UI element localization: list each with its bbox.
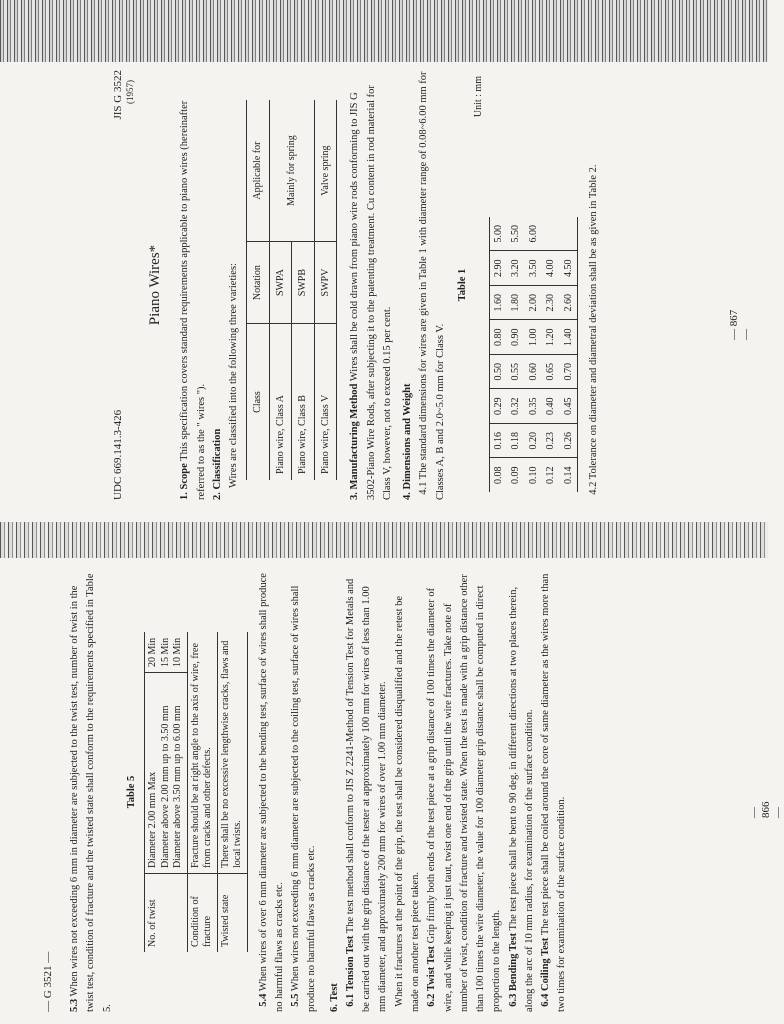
table-5-title: Table 5 <box>125 775 137 809</box>
table-cell: 5.00 <box>489 217 507 251</box>
table-cell: 2.00 <box>525 286 543 321</box>
page-866 <box>40 572 568 1012</box>
table-cell: 1.60 <box>489 286 507 321</box>
table-cell: 0.70 <box>560 355 578 390</box>
book-gutter-shadow <box>0 522 768 558</box>
table-cell: 0.50 <box>489 355 507 390</box>
section-4-heading: 4. Dimensions and Weight <box>402 383 414 500</box>
para-5-3: 5.3 When wires not exceeding 6 mm in diameter are subjected to the twist test, number of twist in the twist test, condition of fracture and the twisted state shall conform to the requirements specified in Table 5. <box>69 573 113 1012</box>
table-row: No. of twist Diameter 2.00 mm Max Diameter above 2.00 mm up to 3.50 mm Diameter above 3.50 mm up to 6.00 mm 20 Min 15 Min 10 Min <box>145 632 188 952</box>
para-4-1: 4.1 The standard dimensions for wires are given in Table 1 with diameter range of 0.08~6.00 mm for Classes A, B and 2.0~5.0 mm for Class V. <box>418 71 446 500</box>
table-cell: 0.32 <box>507 389 525 424</box>
table-cell: 0.90 <box>507 320 525 355</box>
table-row <box>542 217 560 492</box>
page-number-866: — 866 — <box>748 801 784 818</box>
table-row <box>507 217 525 492</box>
table-1-title: Table 1 <box>456 268 468 302</box>
table-row: Piano wire, Class B SWPB <box>292 100 315 480</box>
table-cell: 0.60 <box>525 355 543 390</box>
para-1: 1. Scope This specification covers standard requirements applicable to piano wires (hereinafter referred to as the " wires "). <box>179 100 207 500</box>
table-cell: 5.50 <box>507 217 525 251</box>
table-cell: 0.35 <box>525 389 543 424</box>
table-cell: 0.55 <box>507 355 525 390</box>
table-row: Piano wire, Class A SWPA Mainly for spring <box>269 100 292 480</box>
table-cell: 0.16 <box>489 424 507 459</box>
table-5 <box>144 632 248 952</box>
para-6-1-cont: When it fractures at the point of the grip, the test shall be considered disqualified and the retest be made on another test piece taken. <box>393 595 421 1012</box>
page-header: — G 3521 — <box>42 951 54 1012</box>
table-cell: 0.45 <box>560 389 578 424</box>
table-cell: 1.40 <box>560 320 578 355</box>
page-867 <box>110 70 680 500</box>
para-4-2: 4.2 Tolerance on diameter and diametral deviation shall be as given in Table 2. <box>588 164 600 495</box>
document-title: Piano Wires* <box>147 244 163 326</box>
table-cell: 4.00 <box>542 251 560 286</box>
table-cell: 1.80 <box>507 286 525 321</box>
table-cell: 0.12 <box>545 466 557 484</box>
table-row <box>489 217 507 492</box>
table-cell: 2.30 <box>542 286 560 321</box>
para-5-5: 5.5 When wires not exceeding 6 mm diameter are subjected to the coiling test, surface of wires shall produce no harmful flaws as cracks etc. <box>290 585 318 1012</box>
page-header <box>110 70 140 500</box>
page-number-867: — 867 — <box>728 309 752 340</box>
table-cell: 0.18 <box>507 424 525 459</box>
udc-code: UDC 669.141.3-426 <box>112 409 124 500</box>
table-row <box>525 217 543 492</box>
table-cell: 3.50 <box>525 251 543 286</box>
table-cell <box>560 217 578 251</box>
table-row <box>560 217 578 492</box>
table-header-row: Class Notation Applicable for <box>247 100 270 480</box>
table-1 <box>489 217 579 492</box>
table-cell: 3.20 <box>507 251 525 286</box>
table-cell: 0.65 <box>542 355 560 390</box>
table-row: Twisted state There shall be no excessive lengthwise cracks, flaws and local twists. <box>217 632 247 952</box>
jis-number: JIS G 3522 <box>112 70 124 120</box>
table-1-unit: Unit : mm <box>473 76 485 118</box>
table-cell: 0.40 <box>542 389 560 424</box>
table-cell: 6.00 <box>525 217 543 251</box>
para-6-2: 6.2 Twist Test Grip firmly both ends of the test piece at a grip distance of 100 times the diameter of wire, and while keeping it just taut, twist one end of the grip until the wire fractures. Take note of number of twist, condition of fracture and twisted state. When the test is made with a grip distance other than 100 times the wire diameter, the value for 100 diameter grip distance shall be computed in direct proportion to the length. <box>426 574 503 1012</box>
table-cell: 4.50 <box>560 251 578 286</box>
table-cell: 0.09 <box>510 466 522 484</box>
para-6-3: 6.3 Bending Test The test piece shall be bent to 90 deg. in different directions at two places therein, along the arc of 10 mm radius, for examination of the surface condition. <box>507 586 535 1012</box>
table-cell: 2.90 <box>489 251 507 286</box>
table-cell <box>542 217 560 251</box>
year: (1957) <box>125 80 135 104</box>
table-row: Piano wire, Class V SWPV Valve spring <box>314 100 337 480</box>
table-cell: 0.08 <box>489 458 507 492</box>
table-cell: 1.20 <box>542 320 560 355</box>
para-5-4: 5.4 When wires of over 6 mm diameter are subjected to the bending test, surface of wires shall produce no harmful flaws as cracks etc. <box>257 573 285 1012</box>
section-2-heading: 2. Classification <box>211 428 223 500</box>
table-cell: 0.14 <box>560 458 578 492</box>
classification-table <box>246 100 337 480</box>
table-cell: 0.10 <box>527 466 539 484</box>
table-cell: 0.23 <box>542 424 560 459</box>
table-row: Condition of fracture Fracture should be at right angle to the axis of wire, free from cracks and other defects. <box>187 632 217 952</box>
section-6-heading: 6. Test <box>328 983 340 1012</box>
para-6-1: 6.1 Tension Test The test method shall conform to JIS Z 2241-Method of Tension Test for Metals and be carried out with the grip distance of the tester at approximately 100 mm for wires of less than 1.00 mm diameter, and approximately 200 mm for wires of over 1.00 mm diameter. <box>344 578 389 1012</box>
table-cell: 2.60 <box>560 286 578 321</box>
para-3: 3. Manufacturing Method Wires shall be cold drawn from piano wire rods conforming to JIS G 3502-Piano Wire Rods, after subjecting it to the patenting treatment. Cu content in rod material for Class V, however, not to exceed 0.15 per cent. <box>349 85 393 500</box>
table-cell: 0.26 <box>560 424 578 459</box>
table-cell: 1.00 <box>525 320 543 355</box>
para-2: Wires are classified into the following three varieties: <box>228 263 240 488</box>
table-cell: 0.20 <box>525 424 543 459</box>
table-cell: 0.80 <box>489 320 507 355</box>
scan-edge-shadow <box>0 0 768 62</box>
table-cell: 0.29 <box>489 389 507 424</box>
para-6-4: 6.4 Coiling Test The test piece shall be coiled around the core of same diameter as the wires more than two times for examination of the surface condition. <box>540 573 568 1012</box>
